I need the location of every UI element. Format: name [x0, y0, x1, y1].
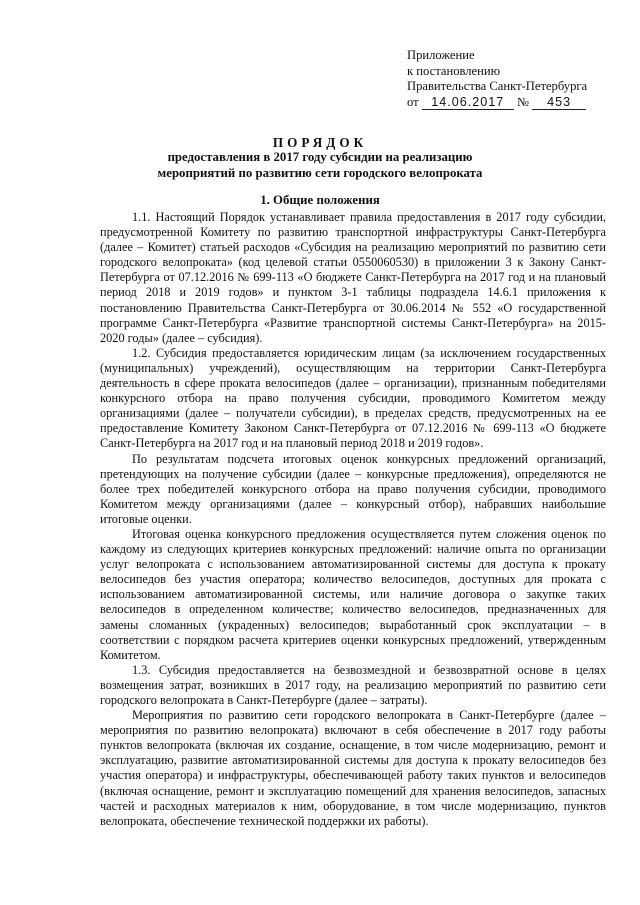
- appendix-line-2: к постановлению: [407, 63, 501, 78]
- appendix-block: [407, 48, 587, 110]
- document-title: ПОРЯДОК: [272, 135, 368, 150]
- document-subtitle: предоставления в 2017 году субсидии на реализацию мероприятий по развитию сети городского велопроката: [157, 150, 483, 180]
- handwritten-date: 14.06.2017: [422, 96, 514, 110]
- number-prefix: №: [516, 94, 529, 109]
- appendix-line-3: Правительства Санкт-Петербурга: [407, 79, 588, 94]
- appendix-date-line: [407, 95, 587, 111]
- paragraph: Мероприятия по развитию сети городского велопроката в Санкт-Петербурге (далее – мероприятия по развитию велопроката) включают в себя обеспечение в 2017 году работы пунктов велопроката (включая их создание, оснащение, в том числе модернизацию, ремонт и эксплуатацию, развитие автоматизированной системы для доступа к прокату велосипедов без участия оператора) и инфраструктуры, обеспечивающей работу таких пунктов и велосипедов (включая оснащение, ремонт и эксплуатацию помещений для хранения велосипедов, запасных частей и расходных материалов к ним, оборудование, в том числе модернизацию, пунктов велопроката, обеспечение технической поддержки их работы).: [100, 708, 606, 828]
- paragraph: По результатам подсчета итоговых оценок конкурсных предложений организаций, претендующих на получение субсидии (далее – конкурсные предложения), определяются не более трех победителей конкурсного отбора на право получения субсидии, проводимого Комитетом между организациями (далее – конкурсный отбор), набравших наибольшие итоговые оценки.: [100, 451, 606, 526]
- date-prefix: от: [407, 94, 419, 109]
- paragraph: 1.2. Субсидия предоставляется юридическим лицам (за исключением государственных (муниципальных) учреждений), осуществляющим на территории Санкт-Петербурга деятельность в сфере проката велосипедов (далее – организации), признанным победителями конкурсного отбора на право получения субсидии, проводимого Комитетом между организациями (далее – получатели субсидии), в пределах средств, предусмотренных на ее предоставление Комитету Законом Санкт-Петербурга от 07.12.2016 № 699-113 «О бюджете Санкт-Петербурга на 2017 год и на плановый период 2018 и 2019 годов».: [100, 345, 606, 451]
- paragraph: 1.3. Субсидия предоставляется на безвозмездной и безвозвратной основе в целях возмещения затрат, возникших в 2017 году, на реализацию мероприятий по развитию сети городского велопроката в Санкт-Петербурге (далее – затраты).: [100, 662, 606, 707]
- paragraph: 1.1. Настоящий Порядок устанавливает правила предоставления в 2017 году субсидии, предусмотренной Комитету по развитию транспортной инфраструктуры Санкт-Петербурга (далее – Комитет) статьей расходов «Субсидия на реализацию мероприятий по развитию сети городского велопроката» (код целевой статьи 0550060530) в приложении 3 к Закону Санкт-Петербурга от 07.12.2016 № 699-113 «О бюджете Санкт-Петербурга на 2017 год и на плановый период 2018 и 2019 годов» и пунктом 3-1 таблицы подраздела 14.6.1 приложения к постановлению Правительства Санкт-Петербурга от 30.06.2014 № 552 «О государственной программе Санкт-Петербурга «Развитие транспортной системы Санкт-Петербурга» на 2015-2020 годы» (далее – субсидия).: [100, 210, 606, 345]
- section-heading: 1. Общие положения: [260, 193, 380, 207]
- handwritten-number: 453: [532, 96, 586, 110]
- document-body: [100, 210, 606, 829]
- appendix-line-1: Приложение: [407, 48, 475, 62]
- paragraph: Итоговая оценка конкурсного предложения осуществляется путем сложения оценок по каждому из следующих критериев конкурсных предложений: наличие опыта по организации услуг велопроката с использованием автоматизированной системы для доступа к прокату велосипедов без участия оператора; количество велосипедов, доступных для проката с использованием автоматизированной системы, или наличие договора о закупке таких велосипедов в определенном количестве; количество велосипедов, предназначенных для замены сломанных (украденных) велосипедов; выработанный срок эксплуатации – в соответствии с порядком расчета критериев оценки конкурсных предложений, утвержденным Комитетом.: [100, 526, 606, 662]
